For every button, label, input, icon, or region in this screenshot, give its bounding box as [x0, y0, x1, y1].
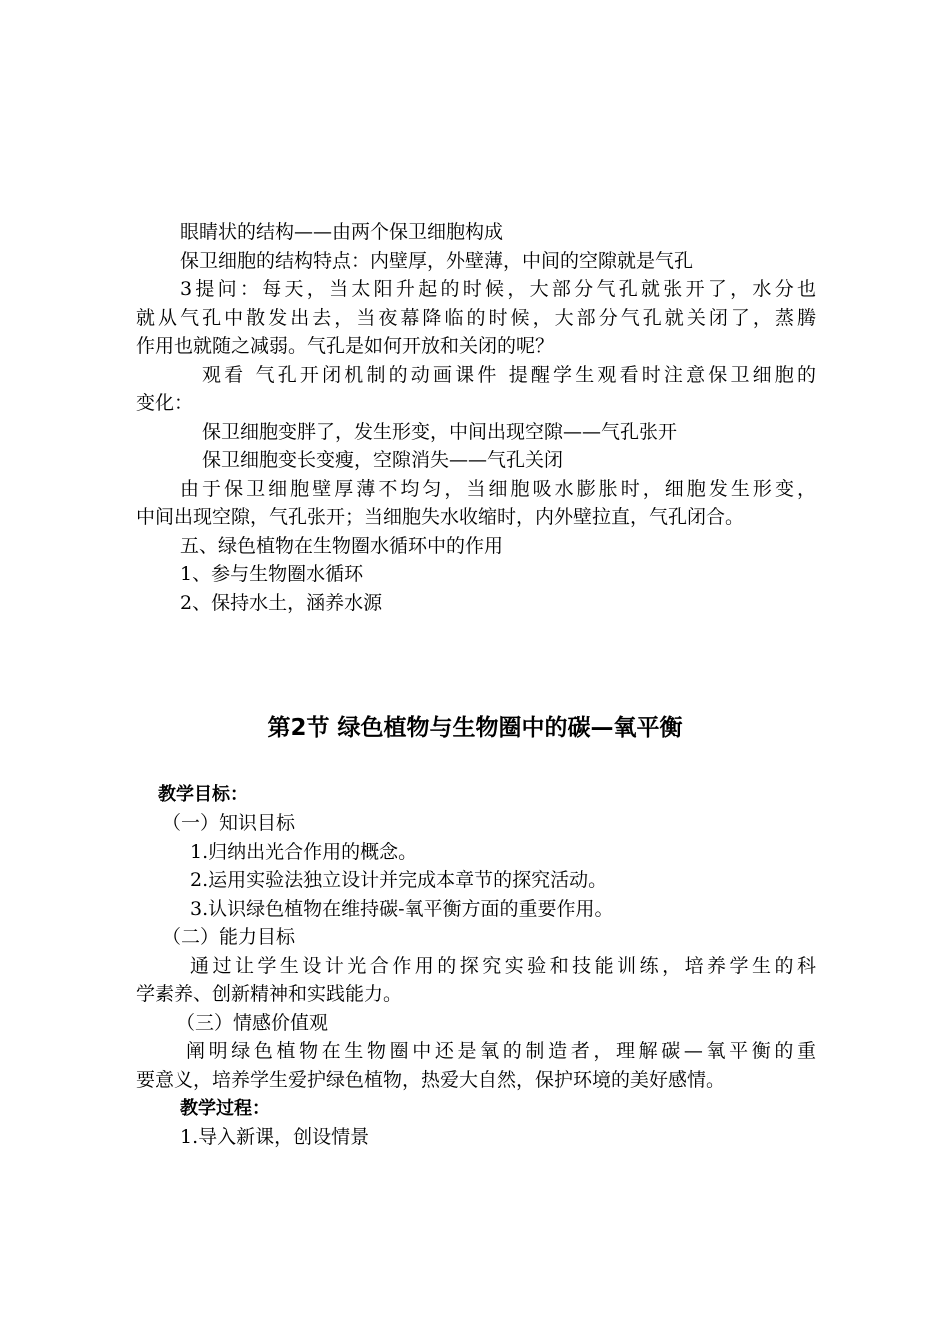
list-item: 3.认识绿色植物在维持碳-氧平衡方面的重要作用。	[190, 898, 614, 920]
text-line: 观看 气孔开闭机制的动画课件 提醒学生观看时注意保卫细胞的	[202, 364, 816, 386]
text-line: 保卫细胞变长变瘦，空隙消失——气孔关闭	[202, 449, 564, 471]
text-line: 作用也就随之减弱。气孔是如何开放和关闭的呢？	[136, 335, 555, 357]
list-item: 2.运用实验法独立设计并完成本章节的探究活动。	[190, 869, 608, 891]
text-line: 就从气孔中散发出去，当夜幕降临的时候，大部分气孔就关闭了，蒸腾	[136, 307, 816, 329]
subheading: （二）能力目标	[162, 926, 296, 948]
text-line: 眼睛状的结构——由两个保卫细胞构成	[180, 221, 504, 243]
text-line: 保卫细胞的结构特点：内壁厚，外壁薄，中间的空隙就是气孔	[180, 250, 694, 272]
text-line: 变化：	[136, 392, 194, 414]
goals-heading: 教学目标：	[158, 784, 248, 805]
text-line: 中间出现空隙，气孔张开；当细胞失水收缩时，内外壁拉直，气孔闭合。	[136, 506, 745, 528]
subheading: （三）情感价值观	[176, 1012, 329, 1034]
text-line: 要意义，培养学生爱护绿色植物，热爱大自然，保护环境的美好感情。	[136, 1069, 726, 1091]
list-item: 2、保持水土，涵养水源	[180, 592, 383, 614]
subheading: （一）知识目标	[162, 812, 296, 834]
text-line: 保卫细胞变胖了，发生形变，中间出现空隙——气孔张开	[202, 421, 678, 443]
text-line: 3提问：每天，当太阳升起的时候，大部分气孔就张开了，水分也	[180, 278, 816, 300]
list-item: 1.导入新课，创设情景	[180, 1126, 370, 1148]
text-line: 通过让学生设计光合作用的探究实验和技能训练，培养学生的科	[190, 955, 816, 977]
page-title: 第2节 绿色植物与生物圈中的碳—氧平衡	[267, 715, 683, 741]
section-heading: 五、绿色植物在生物圈水循环中的作用	[180, 535, 504, 557]
text-line: 阐明绿色植物在生物圈中还是氧的制造者，理解碳—氧平衡的重	[186, 1040, 816, 1062]
process-heading: 教学过程：	[180, 1098, 270, 1119]
list-item: 1、参与生物圈水循环	[180, 563, 364, 585]
list-item: 1.归纳出光合作用的概念。	[190, 841, 418, 863]
text-line: 学素养、创新精神和实践能力。	[136, 983, 403, 1005]
text-line: 由于保卫细胞壁厚薄不均匀，当细胞吸水膨胀时，细胞发生形变，	[180, 478, 816, 500]
